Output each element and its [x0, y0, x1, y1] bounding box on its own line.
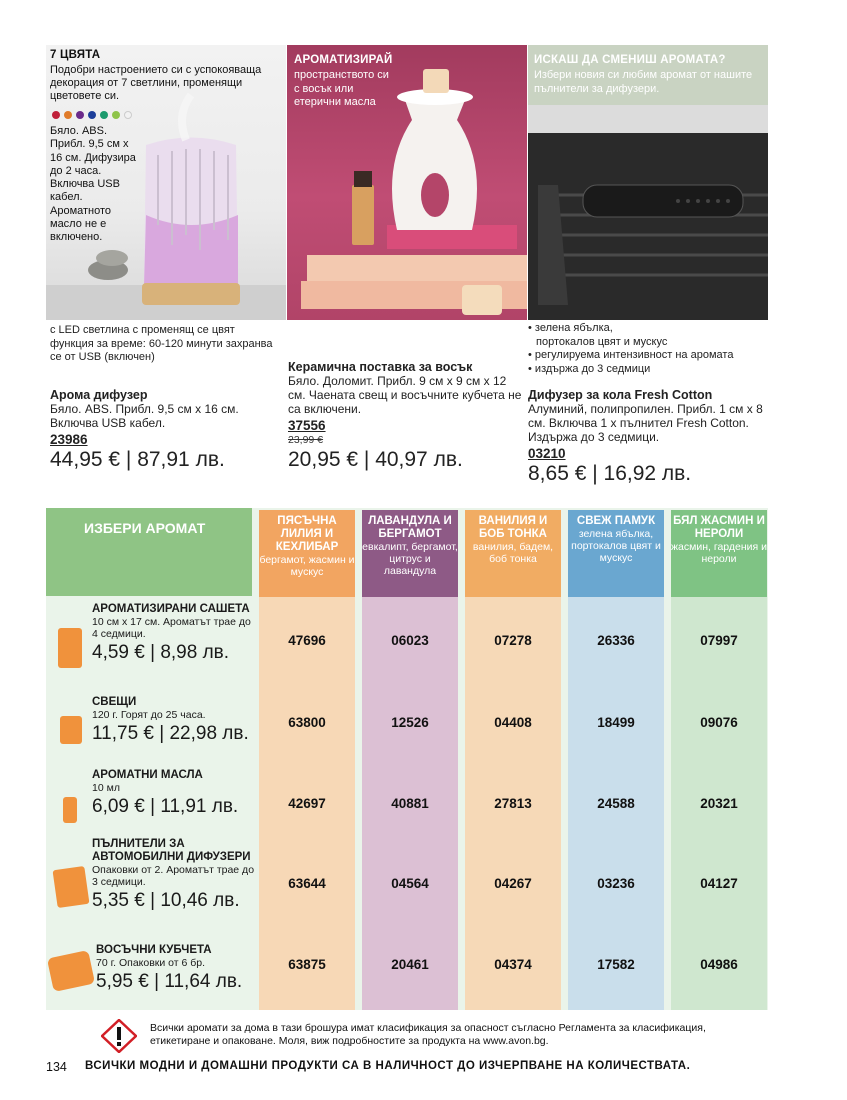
hazard-warning-icon — [101, 1019, 137, 1053]
row-desc: 120 г. Горят до 25 часа. — [92, 709, 206, 721]
product-aroma-diffuser — [50, 388, 280, 472]
sachet-icon — [58, 628, 82, 668]
old-price: 23,99 € — [288, 434, 324, 446]
product-code-cell: 04564 — [391, 876, 429, 891]
oil-bottle-icon — [63, 797, 77, 823]
aroma-table-title: ИЗБЕРИ АРОМАТ — [84, 520, 206, 536]
column-title: БЯЛ ЖАСМИН И НЕРОЛИ — [673, 515, 765, 540]
refill-pack-icon — [53, 866, 90, 908]
product-code-cell: 42697 — [288, 796, 326, 811]
product-car-diffuser — [528, 388, 768, 486]
wax-burner-photo — [287, 45, 527, 320]
row-price: 5,35 € | 10,46 лв. — [92, 890, 240, 911]
row-oils — [92, 769, 257, 818]
product-code-cell: 26336 — [597, 633, 635, 648]
color-dot — [88, 111, 96, 119]
hazard-disclaimer: Всички аромати за дома в тази брошура имат класификация за опасност съгласно Регламента за класификация, етикетиране и опаковане. Моля, виж подробностите за продукта на www.avon.bg. — [150, 1022, 706, 1047]
product-code-cell: 17582 — [597, 957, 635, 972]
color-dots — [52, 111, 132, 119]
product-desc: Алуминий, полипропилен. Прибл. 1 см x 8 см. Включва 1 x пълнител Fresh Cotton. Издържа до 3 седмици. — [528, 402, 763, 444]
product-code-cell: 63644 — [288, 876, 326, 891]
color-dot — [64, 111, 72, 119]
product-code-cell: 18499 — [597, 715, 635, 730]
product-name: Арома дифузер — [50, 388, 148, 402]
row-name: СВЕЩИ — [92, 696, 137, 708]
row-price: 5,95 € | 11,64 лв. — [96, 971, 243, 992]
row-desc: 10 мл — [92, 782, 120, 794]
column-header-vanilla — [465, 510, 561, 597]
feature-bullet: портокалов цвят и мускус — [536, 335, 668, 348]
product-code-cell: 04408 — [494, 715, 532, 730]
feature-bullet: • зелена ябълка, — [528, 322, 613, 334]
row-name: АРОМАТНИ МАСЛА — [92, 769, 203, 781]
product-code-cell: 27813 — [494, 796, 532, 811]
row-desc: 70 г. Опаковки от 6 бр. — [96, 957, 206, 969]
column-notes: зелена ябълка, портокалов цвят и мускус — [571, 528, 661, 564]
product-desc: Бяло. Доломит. Прибл. 9 см x 9 см x 12 см. Чаената свещ и восъчните кубчета не са включени. — [288, 374, 522, 416]
column-title: ПЯСЪЧНА ЛИЛИЯ И КЕХЛИБАР — [275, 515, 339, 553]
column-header-white-jasmine — [671, 510, 767, 597]
row-name: АРОМАТИЗИРАНИ САШЕТА — [92, 603, 250, 615]
color-dot — [76, 111, 84, 119]
product-wax-burner — [288, 360, 523, 472]
panel-title: 7 ЦВЯТА — [50, 49, 101, 61]
panel-title: ИСКАШ ДА СМЕНИШ АРОМАТА? — [534, 54, 726, 66]
column-header-fresh-cotton — [568, 510, 664, 597]
row-price: 6,09 € | 11,91 лв. — [92, 796, 239, 817]
product-code-cell: 07997 — [700, 633, 738, 648]
column-notes: бергамот, жасмин и мускус — [259, 554, 355, 578]
product-code-cell: 07278 — [494, 633, 532, 648]
diffuser-features: с LED светлина с променящ се цвят функция за време: 60-120 минути захранва се от USB (включен) — [50, 324, 273, 363]
product-code-cell: 20461 — [391, 957, 429, 972]
color-dot — [52, 111, 60, 119]
product-code: 37556 — [288, 418, 326, 433]
product-code-cell: 63800 — [288, 715, 326, 730]
product-code-cell: 06023 — [391, 633, 429, 648]
color-dot — [112, 111, 120, 119]
row-price: 4,59 € | 8,98 лв. — [92, 642, 230, 663]
column-notes: жасмин, гардения и нероли — [671, 541, 767, 565]
availability-note: ВСИЧКИ МОДНИ И ДОМАШНИ ПРОДУКТИ СА В НАЛИЧНОСТ ДО ИЗЧЕРПВАНЕ НА КОЛИЧЕСТВАТА. — [85, 1060, 691, 1072]
product-code-cell: 04986 — [700, 957, 738, 972]
product-code: 23986 — [50, 432, 88, 447]
product-code-cell: 04267 — [494, 876, 532, 891]
row-price: 11,75 € | 22,98 лв. — [92, 723, 249, 744]
feature-bullet: • издържа до 3 седмици — [528, 362, 651, 375]
panel-intro: Подобри настроението си с успокояваща декорация от 7 светлини, променящи цветовете си. — [50, 64, 262, 102]
panel-text: пространството си с восък или етерични масла — [294, 69, 389, 108]
product-price: 8,65 € | 16,92 лв. — [528, 462, 692, 485]
column-notes: ванилия, бадем, боб тонка — [472, 541, 554, 565]
color-dot — [100, 111, 108, 119]
column-notes: евкалипт, бергамот, цитрус и лавандула — [362, 541, 458, 577]
page-number: 134 — [46, 1060, 67, 1074]
row-name: ПЪЛНИТЕЛИ ЗА АВТОМОБИЛНИ ДИФУЗЕРИ — [92, 838, 251, 863]
product-name: Керамична поставка за восък — [288, 360, 473, 374]
row-car-refills — [92, 838, 257, 912]
product-name: Дифузер за кола Fresh Cotton — [528, 388, 713, 402]
row-desc: Опаковки от 2. Ароматът трае до 3 седмици. — [92, 864, 255, 888]
row-wax-melts — [96, 944, 261, 993]
product-desc: Бяло. ABS. Прибл. 9,5 см x 16 см. Включва USB кабел. — [50, 402, 239, 430]
row-sachets — [92, 603, 257, 664]
column-title: ЛАВАНДУЛА И БЕРГАМОТ — [368, 515, 452, 540]
product-code-cell: 04374 — [494, 957, 532, 972]
product-code-cell: 09076 — [700, 715, 738, 730]
column-header-sand-lily — [259, 510, 355, 597]
product-code-cell: 04127 — [700, 876, 738, 891]
row-candles — [92, 696, 257, 745]
column-header-lavender — [362, 510, 458, 597]
color-dot — [124, 111, 132, 119]
panel-text: Избери новия си любим аромат от нашите пълнители за дифузери. — [534, 69, 753, 95]
product-price: 44,95 € | 87,91 лв. — [50, 448, 225, 471]
product-code-cell: 40881 — [391, 796, 429, 811]
car-diffuser-features — [528, 322, 768, 376]
column-title: СВЕЖ ПАМУК — [576, 515, 656, 527]
aroma-diffuser-photo — [46, 45, 286, 320]
row-desc: 10 см x 17 см. Ароматът трае до 4 седмици. — [92, 616, 251, 640]
product-code-cell: 03236 — [597, 876, 635, 891]
row-name: ВОСЪЧНИ КУБЧЕТА — [96, 944, 212, 956]
product-code-cell: 20321 — [700, 796, 738, 811]
product-code-cell: 63875 — [288, 957, 326, 972]
product-code-cell: 47696 — [288, 633, 326, 648]
panel-title: АРОМАТИЗИРАЙ — [294, 54, 393, 66]
column-title: ВАНИЛИЯ И БОБ ТОНКА — [478, 515, 548, 540]
product-code-cell: 24588 — [597, 796, 635, 811]
panel-specs: Бяло. ABS. Прибл. 9,5 см x 16 см. Дифузира до 2 часа. Включва USB кабел. Ароматното масло не е включено. — [50, 125, 136, 244]
product-code: 03210 — [528, 446, 566, 461]
car-diffuser-photo — [528, 45, 768, 320]
feature-bullet: • регулируема интензивност на аромата — [528, 349, 734, 361]
candle-icon — [60, 716, 82, 744]
product-code-cell: 12526 — [391, 715, 429, 730]
product-price: 20,95 € | 40,97 лв. — [288, 448, 463, 471]
